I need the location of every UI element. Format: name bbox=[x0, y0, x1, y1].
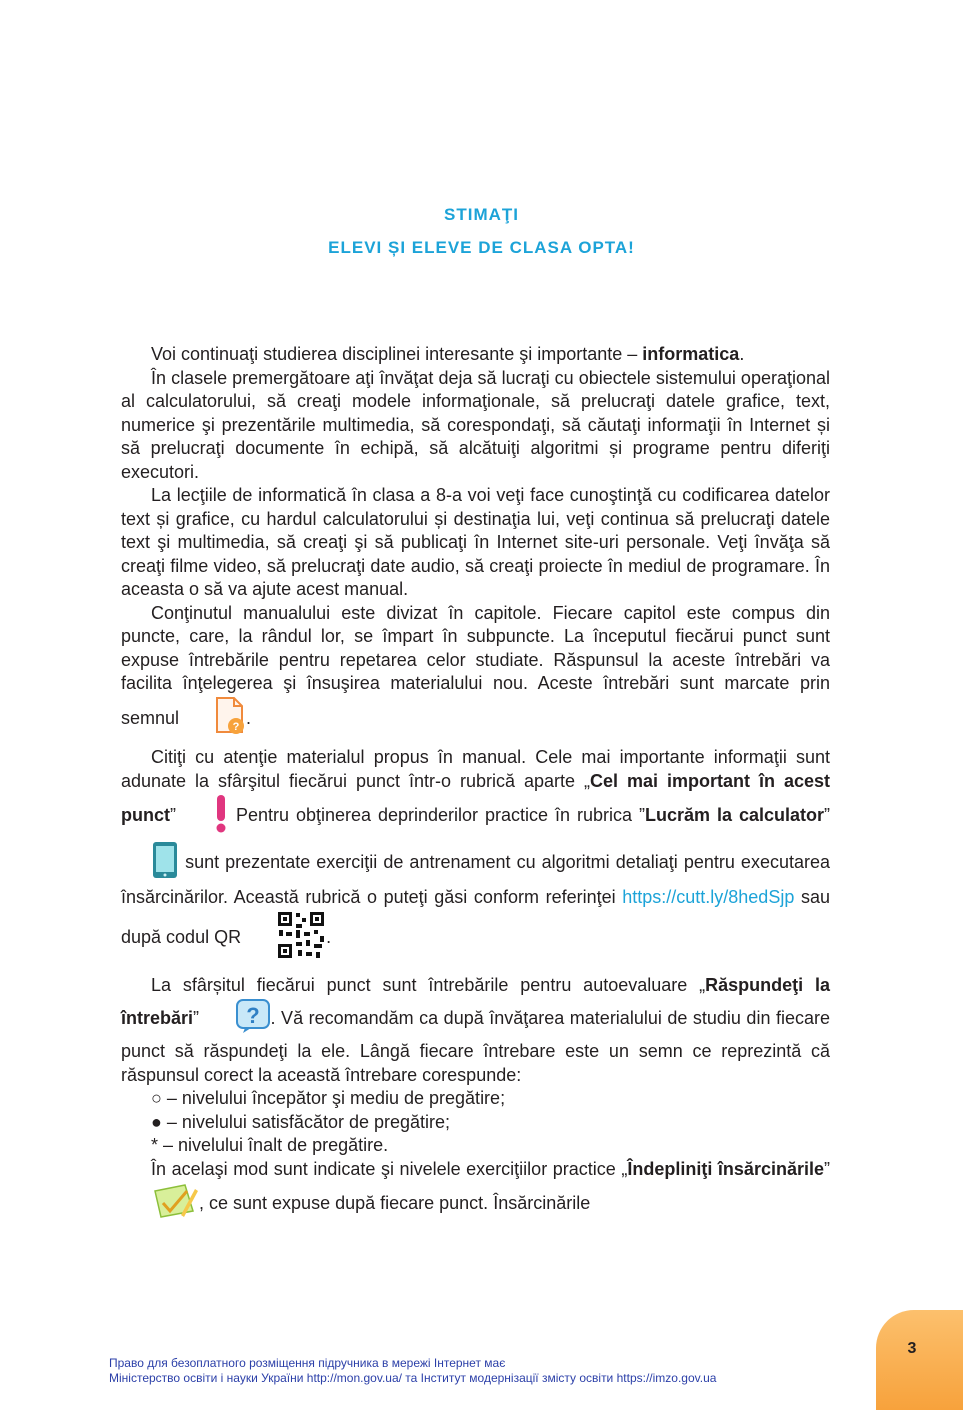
page-number-tab bbox=[876, 1310, 963, 1410]
question-bubble-icon bbox=[205, 998, 271, 1041]
question-document-icon bbox=[184, 696, 246, 743]
footer bbox=[109, 1356, 716, 1386]
paragraph-3: La lecţiile de informatică în clasa a 8-a voi veţi face cunoştinţă cu codificarea datelor text și grafice, cu hardul calculatorului și destinaţia lui, veţi continua să prelucraţi datele text şi multimedia, să creaţi şi să publicaţi în Internet site-uri personale. Veţi învăţa să creaţi filme video, să prelucraţi date audio, să creaţi proiecte în mediul de programare. În aceasta o să va ajute acest manual. bbox=[121, 485, 830, 599]
qr-code-icon[interactable] bbox=[246, 910, 326, 967]
page-number: 3 bbox=[907, 1340, 917, 1357]
list-item: ● – nivelului satisfăcător de pregătire; bbox=[151, 1111, 451, 1132]
list-item: ○ – nivelului începător şi mediu de pregătire; bbox=[151, 1088, 506, 1108]
svg-text:?: ? bbox=[232, 720, 240, 733]
paragraph-5: Citiţi cu atenţie materialul propus în manual. Cele mai importante informaţii sunt adunate la sfârşitul fiecărui punct într-o rubrică aparte „Cel mai important în acest punct” Pentru obţinerea deprinderilor practice în rubrica ”Lucrăm la calculator” sunt prezentate exerciţii de antrenament cu algoritmi detaliaţi pentru executarea însărcinărilor. Această rubrică o puteţi găsi conform referinţei https://cutt.ly/8hedSjp sau după codul QR . bbox=[121, 746, 830, 966]
footer-line-2: Міністерство освіти і науки України http://mon.gov.ua/ та Інститут модернізації змісту освіти https://imzo.gov.ua bbox=[109, 1371, 717, 1385]
exclamation-icon bbox=[183, 793, 229, 840]
heading-line-1: STIMAŢI bbox=[444, 205, 519, 224]
pencil-check-icon bbox=[121, 1181, 199, 1228]
paragraph-6: La sfârșitul fiecărui punct sunt întrebările pentru autoevaluare „Răspundeţi la întrebări” ? . Vă recomandăm ca după învăţarea materialului de studiu din fiecare punct să răspundeţi la ele. Lângă fiecare întrebare este un semn ce reprezintă că răspunsul corect la această întrebare corespunde: bbox=[121, 975, 830, 1085]
paragraph-7: În acelaşi mod sunt indicate şi nivelele exerciţiilor practice „Îndepliniţi însărcinările” , ce sunt expuse după fiecare punct. Însărcinările bbox=[121, 1158, 830, 1228]
tablet-icon bbox=[121, 840, 179, 887]
referinta-link[interactable]: https://cutt.ly/8hedSjp bbox=[622, 887, 795, 907]
footer-line-1: Право для безоплатного розміщення підручника в мережі Інтернет має bbox=[109, 1356, 506, 1370]
list-item: * – nivelului înalt de pregătire. bbox=[151, 1135, 389, 1155]
body-text bbox=[121, 343, 830, 1228]
heading-line-2: ELEVI ȘI ELEVE DE CLASA OPTA! bbox=[328, 238, 635, 257]
svg-text:?: ? bbox=[245, 1002, 260, 1028]
paragraph-1: Voi continuaţi studierea disciplinei interesante şi importante – informatica. bbox=[151, 344, 745, 364]
paragraph-4: Conţinutul manualului este divizat în capitole. Fiecare capitol este compus din puncte, care, la rândul lor, se împart în subpuncte. La începutul fiecărui punct sunt expuse întrebările pentru repetarea celor studiate. Răspunsul la aceste întrebări va facilita înţelegerea şi însuşirea materialului nou. Aceste întrebări sunt marcate prin semnul ? . bbox=[121, 602, 830, 743]
paragraph-2: În clasele premergătoare aţi învăţat deja să lucraţi cu obiectele sistemului operaţional al calculatorului, să creaţi modele informaţionale, să prelucraţi datele grafice, text, numerice şi prezentările multimedia, să corespondaţi, să căutaţi informaţii în Internet și să prelucraţi documente în echipă, să alcătuiţi algoritmi și programe pentru diferiţi executori. bbox=[121, 367, 830, 482]
